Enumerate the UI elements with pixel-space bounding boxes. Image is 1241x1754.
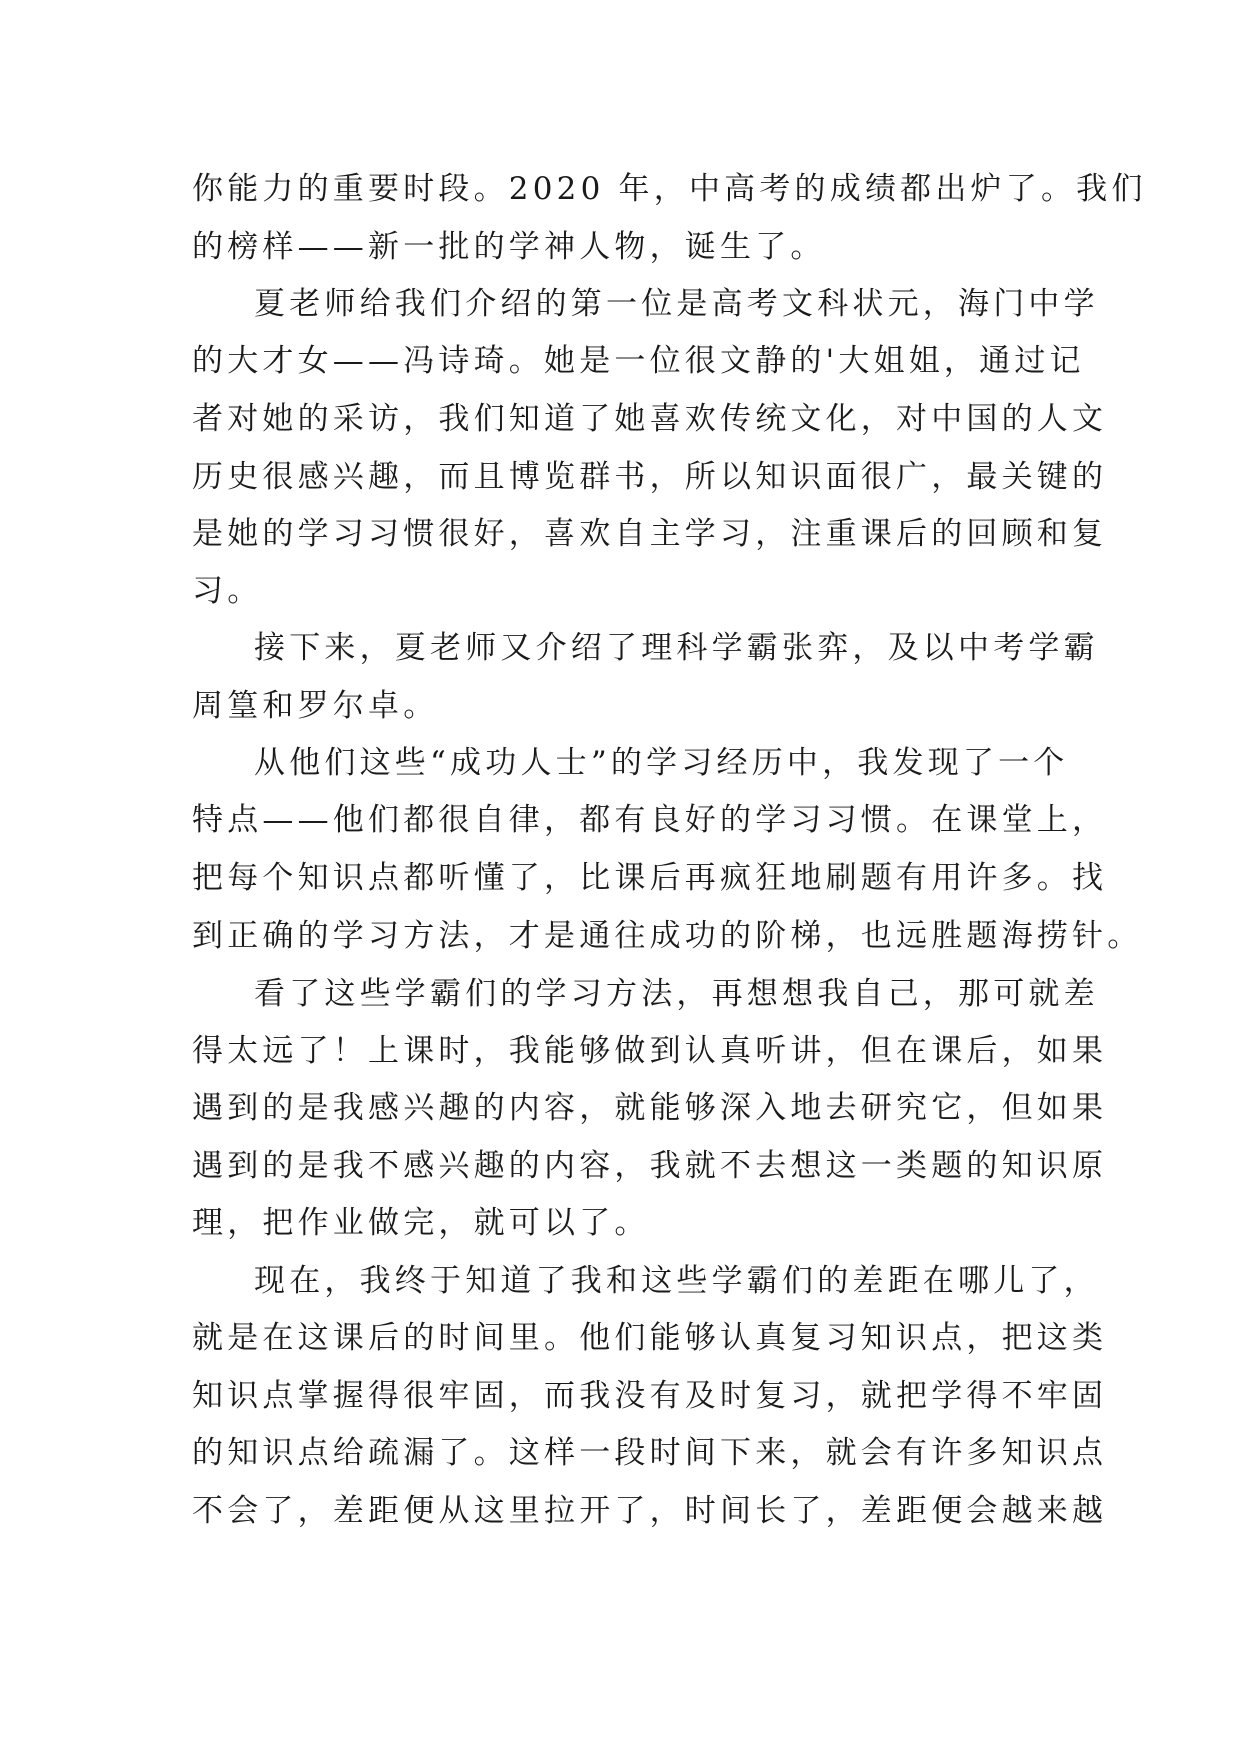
paragraph-first-line: 从他们这些“成功人士”的学习经历中，我发现了一个 <box>254 745 1069 781</box>
text-line: 的榜样——新一批的学神人物，诞生了。 <box>192 229 826 265</box>
text-line: 者对她的采访，我们知道了她喜欢传统文化，对中国的人文 <box>192 401 1108 437</box>
text-line: 知识点掌握得很牢固，而我没有及时复习，就把学得不牢固 <box>192 1378 1108 1414</box>
text-line: 就是在这课后的时间里。他们能够认真复习知识点，把这类 <box>192 1320 1108 1356</box>
text-line: 到正确的学习方法，才是通往成功的阶梯，也远胜题海捞针。 <box>192 918 1143 954</box>
text-line: 习。 <box>192 573 263 609</box>
paragraph-first-line: 看了这些学霸们的学习方法，再想想我自己，那可就差 <box>254 976 1099 1012</box>
text-line: 是她的学习习惯很好，喜欢自主学习，注重课后的回顾和复 <box>192 516 1108 552</box>
text-line: 把每个知识点都听懂了，比课后再疯狂地刷题有用许多。找 <box>192 860 1108 896</box>
text-line: 历史很感兴趣，而且博览群书，所以知识面很广，最关键的 <box>192 459 1108 495</box>
text-line: 不会了，差距便从这里拉开了，时间长了，差距便会越来越 <box>192 1493 1108 1529</box>
text-line: 遇到的是我不感兴趣的内容，我就不去想这一类题的知识原 <box>192 1148 1108 1184</box>
text-line: 你能力的重要时段。2020 年，中高考的成绩都出炉了。我们 <box>192 171 1147 207</box>
text-line: 的大才女——冯诗琦。她是一位很文静的'大姐姐，通过记 <box>192 343 1085 379</box>
text-line: 周篁和罗尔卓。 <box>192 688 439 724</box>
paragraph-first-line: 现在，我终于知道了我和这些学霸们的差距在哪儿了， <box>254 1263 1099 1299</box>
text-line: 遇到的是我感兴趣的内容，就能够深入地去研究它，但如果 <box>192 1090 1108 1126</box>
text-line: 得太远了！上课时，我能够做到认真听讲，但在课后，如果 <box>192 1033 1108 1069</box>
text-line: 的知识点给疏漏了。这样一段时间下来，就会有许多知识点 <box>192 1435 1108 1471</box>
text-line: 理，把作业做完，就可以了。 <box>192 1205 650 1241</box>
text-line: 特点——他们都很自律，都有良好的学习习惯。在课堂上， <box>192 802 1108 838</box>
paragraph-first-line: 夏老师给我们介绍的第一位是高考文科状元，海门中学 <box>254 286 1099 322</box>
paragraph-first-line: 接下来，夏老师又介绍了理科学霸张弈，及以中考学霸 <box>254 630 1099 666</box>
